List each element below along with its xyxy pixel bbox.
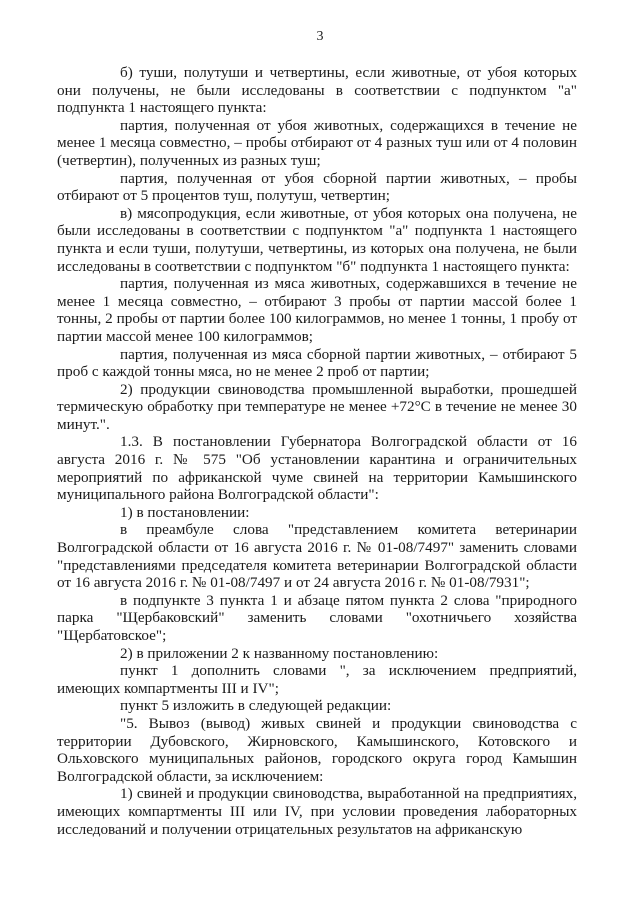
paragraph: в) мясопродукция, если животные, от убоя которых она получена, не были исследованы в соответствии с подпунктом "а" подпункта 1 настоящего пункта и если туши, полутуши, четвертины, из которых она получена, не были исследованы в соответствии с подпунктом "б" подпункта 1 настоящего пункта:: [57, 204, 577, 275]
paragraph: партия, полученная от убоя животных, содержащихся в течение не менее 1 месяца совместно, – пробы отбирают от 4 разных туш или от 4 половин (четвертин), полученных из разных туш;: [57, 116, 577, 169]
paragraph: "5. Вывоз (вывод) живых свиней и продукции свиноводства с территории Дубовского, Жирновского, Камышинского, Котовского и Ольховского муниципальных районов, городского округа город Камышин Волгоградской области, за исключением:: [57, 714, 577, 785]
document-body: [57, 64, 577, 838]
paragraph: партия, полученная из мяса сборной партии животных, – отбирают 5 проб с каждой тонны мяса, но не менее 2 проб от партии;: [57, 345, 577, 381]
paragraph: 1) свиней и продукции свиноводства, выработанной на предприятиях, имеющих компартменты III или IV, при условии проведения лабораторных исследований и получении отрицательных результатов на африканскую: [57, 785, 577, 838]
paragraph: 1) в постановлении:: [120, 503, 250, 521]
paragraph: б) туши, полутуши и четвертины, если животные, от убоя которых они получены, не были исследованы в соответствии с подпунктом "а" подпункта 1 настоящего пункта:: [57, 64, 577, 117]
paragraph: 2) продукции свиноводства промышленной выработки, прошедшей термическую обработку при температуре не менее +72°C в течение не менее 30 минут.".: [57, 380, 577, 433]
paragraph: в подпункте 3 пункта 1 и абзаце пятом пункта 2 слова "природного парка "Щербаковский" заменить словами "охотничьего хозяйства "Щербатовское";: [57, 591, 577, 644]
paragraph: в преамбуле слова "представлением комитета ветеринарии Волгоградской области от 16 августа 2016 г. № 01-08/7497" заменить словами "представлениями председателя комитета ветеринарии Волгоградской области от 16 августа 2016 г. № 01-08/7497 и от 24 августа 2016 г. № 01-08/7931";: [57, 521, 577, 592]
page-number: 3: [316, 29, 324, 44]
paragraph: партия, полученная из мяса животных, содержавшихся в течение не менее 1 месяца совместно, – отбирают 3 пробы от партии массой более 1 тонны, 2 пробы от партии более 100 килограммов, но менее 1 тонны, 1 пробу от партии массой менее 100 килограммов;: [57, 275, 577, 345]
paragraph: партия, полученная от убоя сборной партии животных, – пробы отбирают от 5 процентов туш, полутуш, четвертин;: [57, 169, 577, 205]
paragraph: пункт 5 изложить в следующей редакции:: [120, 697, 392, 715]
paragraph: 1.3. В постановлении Губернатора Волгоградской области от 16 августа 2016 г. № 575 "Об установлении карантина и ограничительных мероприятий по африканской чуме свиней на территории Камышинского муниципального района Волгоградской области":: [57, 433, 577, 504]
paragraph: 2) в приложении 2 к названному постановлению:: [120, 644, 439, 662]
paragraph: пункт 1 дополнить словами ", за исключением предприятий, имеющих компартменты III и IV";: [57, 662, 577, 697]
